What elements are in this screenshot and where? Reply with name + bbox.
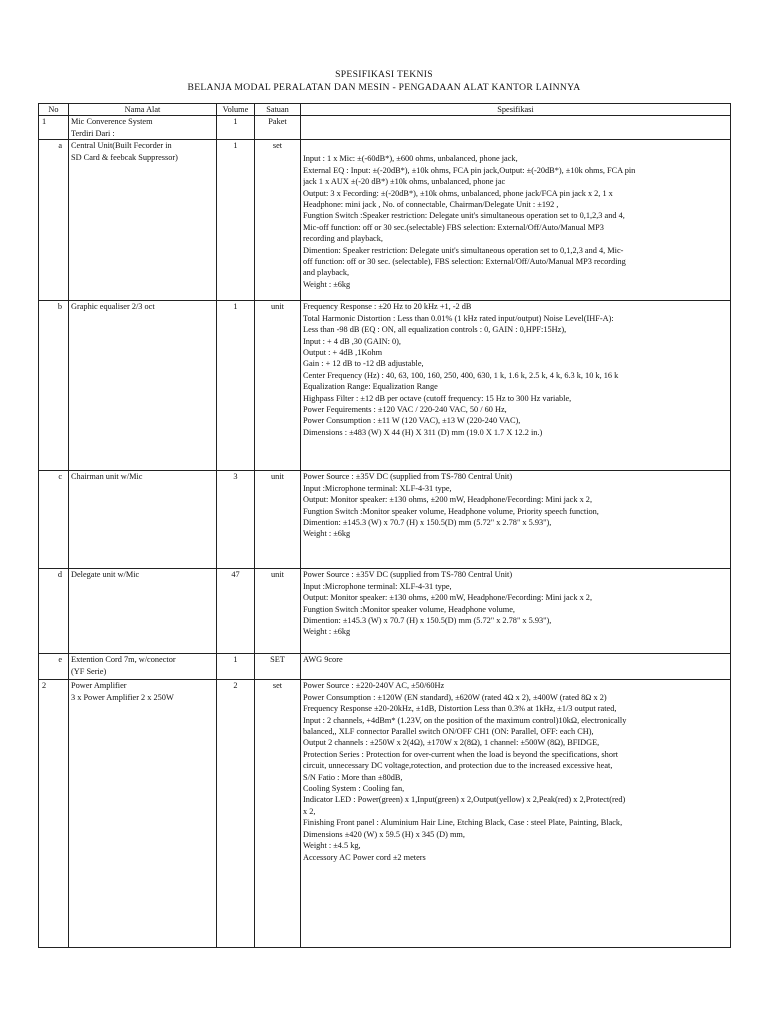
spec-line: Power Source : ±35V DC (supplied from TS-780 Central Unit) [303, 472, 513, 482]
document-subtitle: BELANJA MODAL PERALATAN DAN MESIN - PENGADAAN ALAT KANTOR LAINNYA [187, 82, 581, 93]
spec-line: Output: Monitor speaker: ±130 ohms, ±200 mW, Headphone/Fecording: Mini jack x 2, [303, 593, 593, 603]
row-spec [301, 116, 731, 140]
row-no: b [39, 301, 69, 471]
spec-line: Total Harmonic Distortion : Less than 0.01% (1 kHz rated input/output) Noise Level(IHF-A): [303, 313, 614, 323]
column-header-nama-alat: Nama Alat [69, 104, 217, 116]
spec-line: S/N Fatio : More than ±80dB, [303, 772, 403, 782]
row-spec [301, 140, 731, 301]
row-no: a [39, 140, 69, 301]
row-name-line: Chairman unit w/Mic [71, 472, 143, 482]
row-spec [301, 471, 731, 569]
spec-line: Equalization Range: Equalization Range [303, 382, 438, 392]
row-name [69, 116, 217, 140]
row-name-line: 3 x Power Amplifier 2 x 250W [71, 692, 174, 702]
spec-line: Weight : ±6kg [303, 627, 351, 637]
row-spec [301, 569, 731, 654]
spec-line: Input : 2 channels, +4dBm* (1.23V, on the position of the maximum control)10kΩ, electronically [303, 715, 627, 725]
spec-line: Less than -98 dB (EQ : ON, all equalization controls : 0, GAIN : 0,HPF:15Hz), [303, 325, 567, 335]
row-name [69, 654, 217, 680]
spec-line: Weight : ±4.5 kg, [303, 841, 361, 851]
spec-line: Fungtion Switch :Speaker restriction: Delegate unit's simultaneous operation set to 0,1,2,3 and 4, [303, 211, 625, 221]
spec-line: off function: off or 30 sec. (selectable), FBS selection: External/Off/Auto/Manual MP3 recording [303, 257, 626, 267]
column-header-spesifikasi: Spesifikasi [301, 104, 731, 116]
row-satuan: set [255, 140, 301, 301]
spec-line: Dimention: ±145.3 (W) x 70.7 (H) x 150.5(D) mm (5.72" x 2.78" x 5.93"), [303, 616, 552, 626]
row-spec [301, 654, 731, 680]
row-satuan: Paket [255, 116, 301, 140]
row-volume: 47 [217, 569, 255, 654]
spec-line: Input :Microphone terminal: XLF-4-31 type, [303, 581, 452, 591]
spec-line: Mic-off function: off or 30 sec.(selectable) FBS selection: External/Off/Auto/Manual MP3 [303, 222, 604, 232]
table-row [39, 301, 731, 471]
row-spec [301, 680, 731, 948]
spec-line: Protection Series : Protection for over-current when the load is beyond the specifications, short [303, 749, 619, 759]
row-no: 2 [39, 680, 69, 948]
spec-line: Dimention: ±145.3 (W) x 70.7 (H) x 150.5(D) mm (5.72" x 2.78" x 5.93"), [303, 518, 552, 528]
spec-line: jack 1 x AUX ±(-20 dB*) ±10k ohms, unbalanced, phone jac [303, 177, 506, 187]
spec-line: Cooling System : Cooling fan, [303, 784, 405, 794]
spec-line: Highpass Filter : ±12 dB per octave (cutoff frequency: 15 Hz to 300 Hz variable, [303, 393, 572, 403]
row-name-line: Mic Converence System [71, 117, 153, 127]
table-row [39, 116, 731, 140]
spec-line: circuit, unnecessary DC voltage,rotection, and protection due to the increased excessive heat, [303, 761, 613, 771]
spec-line: Input : + 4 dB ,30 (GAIN: 0), [303, 336, 402, 346]
row-volume: 1 [217, 654, 255, 680]
row-name-line: Graphic equaliser 2/3 oct [71, 302, 155, 312]
row-satuan: unit [255, 569, 301, 654]
spec-line: Output : + 4dB ,1Kohm [303, 348, 383, 358]
spec-line: Frequency Response : ±20 Hz to 20 kHz +1, -2 dB [303, 302, 472, 312]
row-name-line: Extention Cord 7m, w/conector [71, 655, 176, 665]
row-name-line: (YF Serie) [71, 666, 107, 676]
spec-line: AWG 9core [303, 655, 343, 665]
spec-line: Center Frequency (Hz) : 40, 63, 100, 160, 250, 400, 630, 1 k, 1.6 k, 2.5 k, 4 k, 6.3 k, 10 k, 16 k [303, 370, 619, 380]
spec-line: Fungtion Switch :Monitor speaker volume, Headphone volume, [303, 604, 515, 614]
spec-line: Output: Monitor speaker: ±130 ohms, ±200 mW, Headphone/Fecording: Mini jack x 2, [303, 495, 593, 505]
table-row [39, 140, 731, 301]
row-volume: 2 [217, 680, 255, 948]
document-title: SPESIFIKASI TEKNIS [335, 69, 433, 80]
row-no: e [39, 654, 69, 680]
spec-line: Weight : ±6kg [303, 529, 351, 539]
spec-line: Accessory AC Power cord ±2 meters [303, 852, 426, 862]
spec-line: Power Source : ±35V DC (supplied from TS-780 Central Unit) [303, 570, 513, 580]
spec-line: Output: 3 x Fecording: ±(-20dB*), ±10k ohms, unbalanced, phone jack/FCA pin jack x 2, 1 x [303, 188, 613, 198]
table-row [39, 569, 731, 654]
spec-line: Weight : ±6kg [303, 279, 351, 289]
column-header-satuan: Satuan [255, 104, 301, 116]
spec-line: Input :Microphone terminal: XLF-4-31 type, [303, 483, 452, 493]
row-satuan: set [255, 680, 301, 948]
row-volume: 1 [217, 140, 255, 301]
spec-line: Output 2 channels : ±250W x 2(4Ω), ±170W x 2(8Ω), 1 channel: ±500W (8Ω), BFIDGE, [303, 738, 600, 748]
row-volume: 1 [217, 116, 255, 140]
spec-line: External EQ : Input: ±(-20dB*), ±10k ohms, FCA pin jack,Output: ±(-20dB*), ±10k ohms, FCA pin [303, 165, 636, 175]
row-volume: 3 [217, 471, 255, 569]
spec-line: Power Consumption : ±120W (EN standard), ±620W (rated 4Ω x 2), ±400W (rated 8Ω x 2) [303, 692, 607, 702]
spec-line: and playback, [303, 268, 350, 278]
spec-line: Input : 1 x Mic: ±(-60dB*), ±600 ohms, unbalanced, phone jack, [303, 154, 518, 164]
row-name-line: Central Unit(Built Fecorder in [71, 141, 172, 151]
row-spec [301, 301, 731, 471]
row-satuan: unit [255, 301, 301, 471]
spec-line: Headphone: mini jack , No. of connectable, Chairman/Delegate Unit : ±192 , [303, 200, 559, 210]
row-name-line: SD Card & feebcak Suppressor) [71, 152, 178, 162]
row-name [69, 471, 217, 569]
spec-line: Indicator LED : Power(green) x 1,Input(green) x 2,Output(yellow) x 2,Peak(red) x 2,Protect(red) [303, 795, 626, 805]
spec-line: Finishing Front panel : Aluminium Hair Line, Etching Black, Case : steel Plate, Painting, Black, [303, 818, 623, 828]
row-name-line: Terdiri Dari : [71, 128, 115, 138]
spec-line: balanced,, XLF connector Parallel switch ON/OFF CH1 (ON: Parallel, OFF: each CH), [303, 727, 594, 737]
row-satuan: SET [255, 654, 301, 680]
row-name-line: Power Amplifier [71, 681, 127, 691]
spec-line: Dimensions : ±483 (W) X 44 (H) X 311 (D) mm (19.0 X 1.7 X 12.2 in.) [303, 427, 543, 437]
spec-line: Power Consumption : ±11 W (120 VAC), ±13 W (220-240 VAC), [303, 416, 521, 426]
column-header-no: No [39, 104, 69, 116]
spec-line: Frequency Response ±20-20kHz, ±1dB, Distortion Less than 0.3% at 1kHz, ±1/3 output rated, [303, 704, 617, 714]
row-name [69, 301, 217, 471]
spec-line: Fungtion Switch :Monitor speaker volume, Headphone volume, Priority speech function, [303, 506, 599, 516]
spec-line: Dimention: Speaker restriction: Delegate unit's simultaneous operation set to 0,1,2,3 and 4, Mic- [303, 245, 624, 255]
spec-line: x 2, [303, 806, 316, 816]
row-name [69, 680, 217, 948]
row-no: 1 [39, 116, 69, 140]
table-row [39, 471, 731, 569]
spec-line: recording and playback, [303, 234, 383, 244]
row-name-line: Delegate unit w/Mic [71, 570, 140, 580]
spec-line: Gain : + 12 dB to -12 dB adjustable, [303, 359, 424, 369]
table-row [39, 654, 731, 680]
table-header-row [39, 104, 731, 116]
row-name [69, 569, 217, 654]
table-row [39, 680, 731, 948]
spec-line: Power Source : ±220-240V AC, ±50/60Hz [303, 681, 445, 691]
spec-line: Dimensions ±420 (W) x 59.5 (H) x 345 (D) mm, [303, 829, 465, 839]
row-no: c [39, 471, 69, 569]
spec-table [38, 103, 731, 948]
row-no: d [39, 569, 69, 654]
row-name [69, 140, 217, 301]
document-header [0, 68, 768, 94]
row-volume: 1 [217, 301, 255, 471]
row-satuan: unit [255, 471, 301, 569]
column-header-volume: Volume [217, 104, 255, 116]
spec-line: Power Fequirements : ±120 VAC / 220-240 VAC, 50 / 60 Hz, [303, 405, 507, 415]
